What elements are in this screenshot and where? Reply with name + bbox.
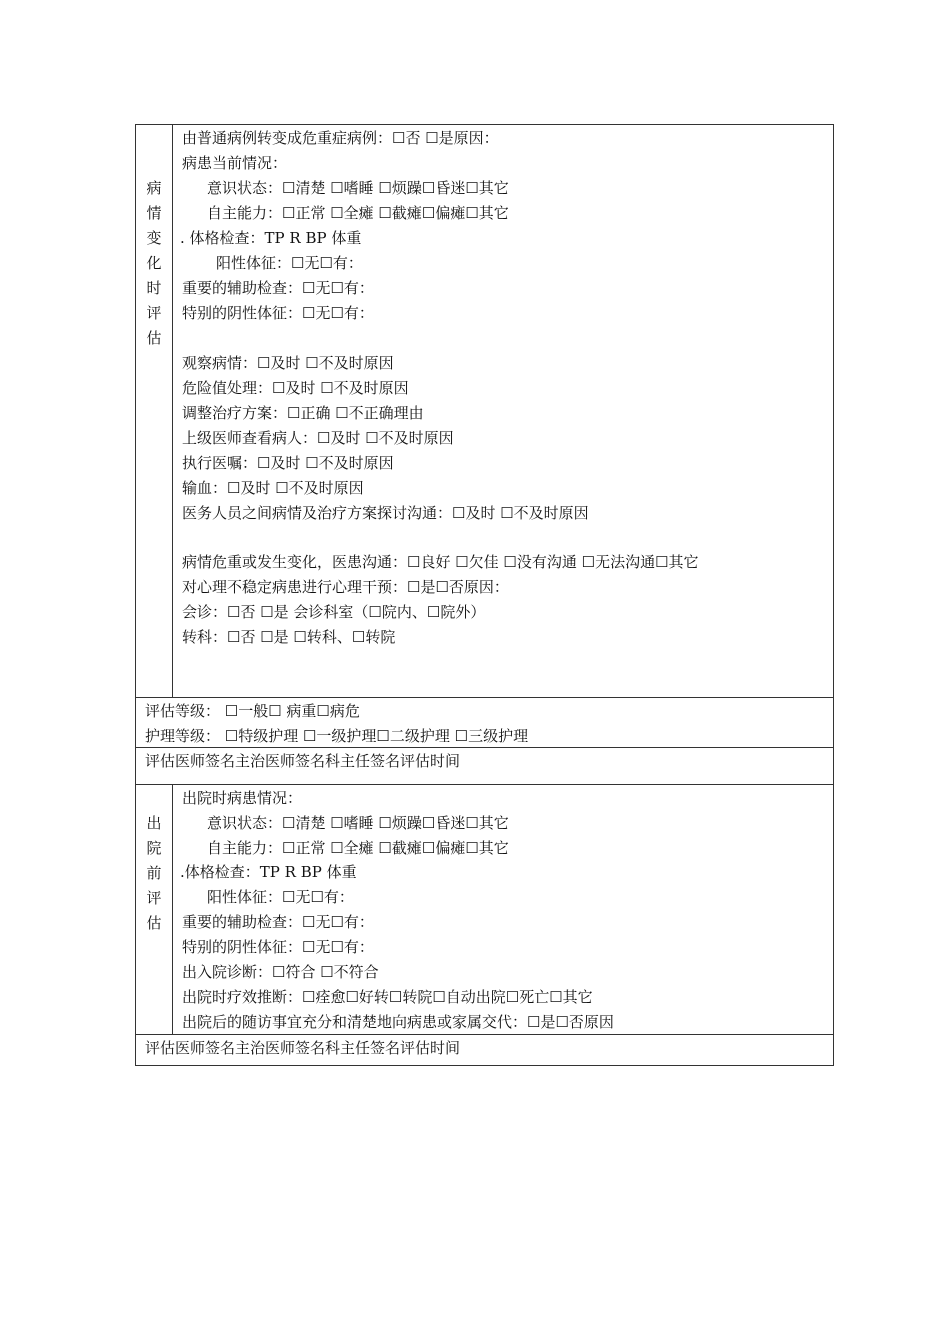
s2-line-2: 意识状态：☐清楚 ☐嗜睡 ☐烦躁☐昏迷☐其它	[207, 814, 509, 832]
s1-line-4: 自主能力：☐正常 ☐全瘫 ☐截瘫☐偏瘫☐其它	[207, 204, 509, 222]
assessment-grade: 评估等级： ☐一般☐ 病重☐病危	[145, 702, 360, 720]
s1-line-6: 阳性体征：☐无☐有：	[216, 254, 363, 272]
section2-label: 出 院 前 评 估	[146, 814, 162, 932]
s1-line-16: 病情危重或发生变化，医患沟通：☐良好 ☐欠佳 ☐没有沟通 ☐无法沟通☐其它	[182, 553, 699, 571]
s1-line-9: 观察病情：☐及时 ☐不及时原因	[182, 354, 394, 372]
signature-row-1: 评估医师签名主治医师签名科主任签名评估时间	[145, 752, 461, 770]
signature-row-2: 评估医师签名主治医师签名科主任签名评估时间	[145, 1039, 461, 1057]
s2-line-10: 出院后的随访事宜充分和清楚地向病患或家属交代：☐是☐否原因	[182, 1013, 614, 1031]
section1-label: 病 情 变 化 时 评 估	[146, 179, 162, 347]
s2-line-9: 出院时疗效推断：☐痊愈☐好转☐转院☐自动出院☐死亡☐其它	[182, 988, 593, 1006]
divider-1	[136, 697, 833, 698]
s1-line-7: 重要的辅助检查：☐无☐有：	[182, 279, 374, 297]
divider-3	[136, 784, 833, 785]
assessment-form	[135, 124, 834, 1066]
s1-line-5: . 体格检查：TP R BP 体重	[180, 229, 362, 247]
s1-line-10: 危险值处理：☐及时 ☐不及时原因	[182, 379, 409, 397]
divider-4	[136, 1034, 833, 1035]
s2-line-7: 特别的阴性体征：☐无☐有：	[182, 938, 374, 956]
s1-line-15: 医务人员之间病情及治疗方案探讨沟通：☐及时 ☐不及时原因	[182, 504, 589, 522]
s1-line-17: 对心理不稳定病患进行心理干预：☐是☐否原因：	[182, 578, 509, 596]
s2-line-6: 重要的辅助检查：☐无☐有：	[182, 913, 374, 931]
s1-line-14: 输血：☐及时 ☐不及时原因	[182, 479, 364, 497]
divider-2	[136, 747, 833, 748]
s2-line-3: 自主能力：☐正常 ☐全瘫 ☐截瘫☐偏瘫☐其它	[207, 839, 509, 857]
s1-line-3: 意识状态：☐清楚 ☐嗜睡 ☐烦躁☐昏迷☐其它	[207, 179, 509, 197]
s2-line-1: 出院时病患情况：	[182, 789, 303, 807]
s1-line-18: 会诊：☐否 ☐是 会诊科室（☐院内、☐院外）	[182, 603, 486, 621]
s1-line-2: 病患当前情况：	[182, 154, 288, 172]
s1-line-12: 上级医师查看病人：☐及时 ☐不及时原因	[182, 429, 454, 447]
nursing-grade: 护理等级： ☐特级护理 ☐一级护理☐二级护理 ☐三级护理	[145, 727, 529, 745]
s2-line-5: 阳性体征：☐无☐有：	[207, 888, 354, 906]
s1-line-8: 特别的阴性体征：☐无☐有：	[182, 304, 374, 322]
s2-line-8: 出入院诊断：☐符合 ☐不符合	[182, 963, 379, 981]
section2-divider	[172, 784, 173, 1034]
s1-line-1: 由普通病例转变成危重症病例：☐否 ☐是原因：	[182, 129, 499, 147]
section1-divider	[172, 125, 173, 697]
s1-line-19: 转科：☐否 ☐是 ☐转科、☐转院	[182, 628, 396, 646]
s2-line-4: .体格检查：TP R BP 体重	[180, 863, 357, 881]
s1-line-11: 调整治疗方案：☐正确 ☐不正确理由	[182, 404, 424, 422]
s1-line-13: 执行医嘱：☐及时 ☐不及时原因	[182, 454, 394, 472]
